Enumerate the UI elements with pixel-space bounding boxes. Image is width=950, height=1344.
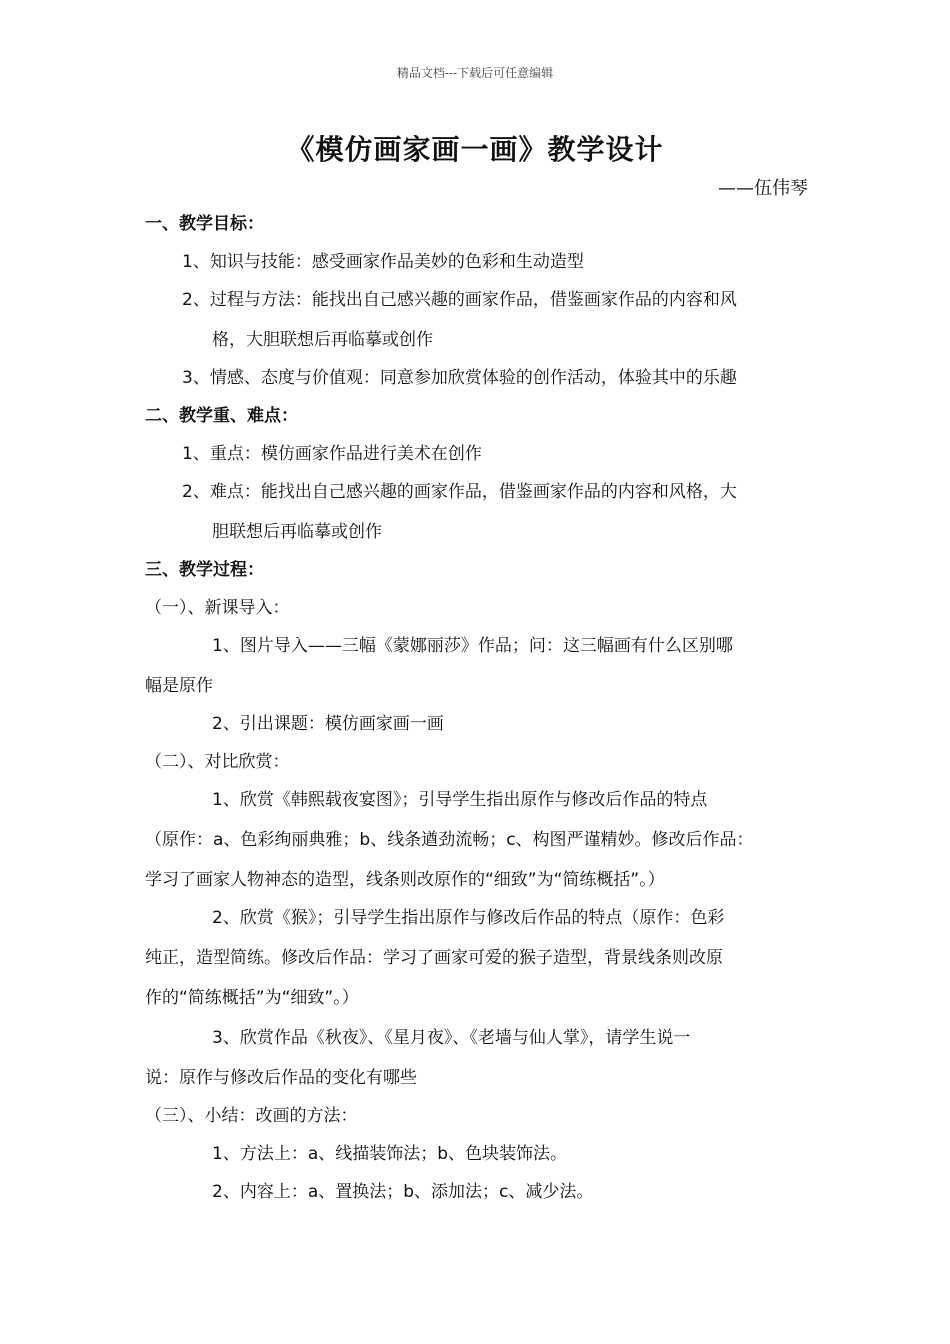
- objective-item: 3、情感、态度与价值观：同意参加欣赏体验的创作活动，体验其中的乐趣: [182, 368, 737, 388]
- section-heading-objectives: 一、教学目标：: [145, 214, 264, 234]
- paragraph-line: 2、引出课题：模仿画家画一画: [212, 714, 444, 734]
- objective-item: 2、过程与方法：能找出自己感兴趣的画家作品，借鉴画家作品的内容和风: [182, 290, 737, 310]
- paragraph-line: 3、欣赏作品《秋夜》、《星月夜》、《老墙与仙人掌》，请学生说一: [212, 1028, 691, 1048]
- subsection-heading: （一）、新课导入：: [145, 598, 290, 618]
- paragraph-line: 2、欣赏《猴》；引导学生指出原作与修改后作品的特点（原作：色彩: [212, 908, 725, 928]
- paragraph-line: 1、欣赏《韩熙载夜宴图》；引导学生指出原作与修改后作品的特点: [212, 790, 708, 810]
- paragraph-line: （原作：a、色彩绚丽典雅；b、线条遒劲流畅；c、构图严谨精妙。修改后作品：: [145, 830, 754, 850]
- paragraph-line: 1、方法上：a、线描装饰法；b、色块装饰法。: [212, 1144, 568, 1164]
- key-point-item: 2、难点：能找出自己感兴趣的画家作品，借鉴画家作品的内容和风格，大: [182, 482, 737, 502]
- key-point-item: 1、重点：模仿画家作品进行美术在创作: [182, 444, 482, 464]
- key-point-item-continuation: 胆联想后再临摹或创作: [212, 522, 382, 542]
- paragraph-line: 说：原作与修改后作品的变化有哪些: [145, 1068, 417, 1088]
- subsection-heading: （二）、对比欣赏：: [145, 752, 290, 772]
- objective-item-continuation: 格，大胆联想后再临摹或创作: [212, 330, 433, 350]
- objective-item: 1、知识与技能：感受画家作品美妙的色彩和生动造型: [182, 252, 584, 272]
- section-heading-key-points: 二、教学重、难点：: [145, 406, 298, 426]
- paragraph-line: 幅是原作: [145, 676, 213, 696]
- paragraph-line: 2、内容上：a、置换法；b、添加法；c、减少法。: [212, 1182, 594, 1202]
- author-line: ——伍伟琴: [718, 178, 808, 199]
- paragraph-line: 作的“简练概括”为“细致”。）: [145, 988, 359, 1008]
- paragraph-line: 学习了画家人物神态的造型，线条则改原作的“细致”为“简练概括”。）: [145, 870, 665, 890]
- document-title: 《模仿画家画一画》教学设计: [286, 133, 664, 166]
- paragraph-line: 纯正，造型简练。修改后作品：学习了画家可爱的猴子造型，背景线条则改原: [145, 948, 723, 968]
- subsection-heading: （三）、小结：改画的方法：: [145, 1106, 358, 1126]
- paragraph-line: 1、图片导入——三幅《蒙娜丽莎》作品；问：这三幅画有什么区别哪: [212, 636, 733, 656]
- section-heading-process: 三、教学过程：: [145, 560, 264, 580]
- header-note: 精品文档---下载后可任意编辑: [396, 66, 554, 80]
